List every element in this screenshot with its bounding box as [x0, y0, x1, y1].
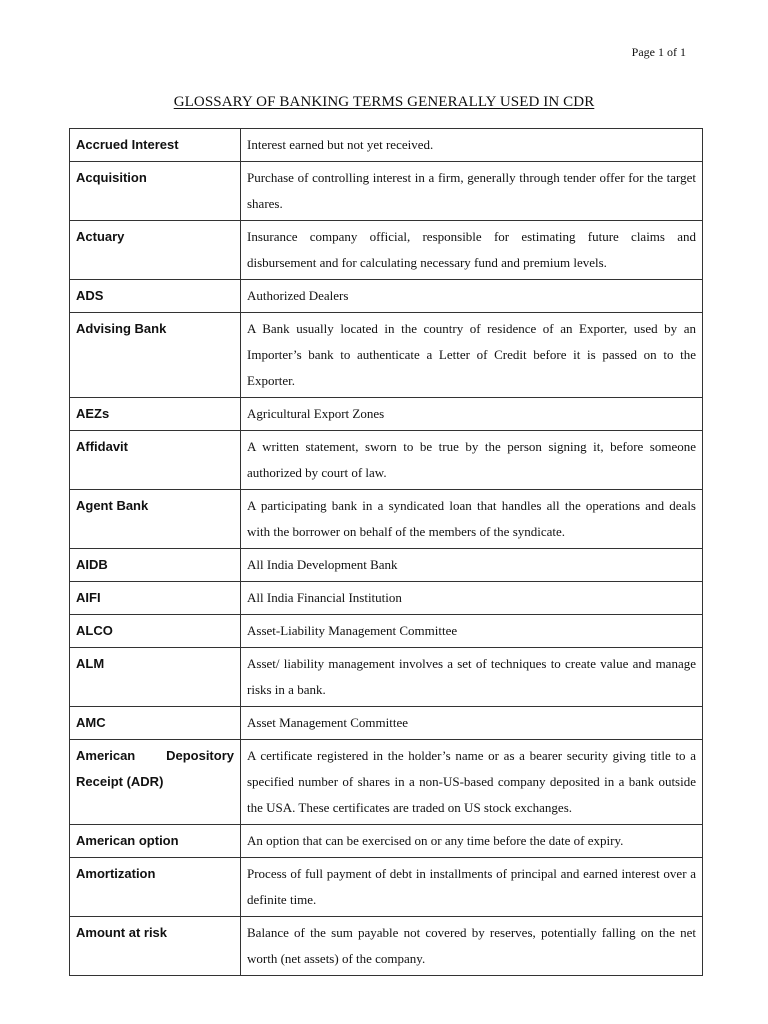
table-row — [70, 615, 703, 648]
glossary-definition: Agricultural Export Zones — [241, 398, 703, 431]
glossary-definition: All India Financial Institution — [241, 582, 703, 615]
glossary-definition: Interest earned but not yet received. — [241, 129, 703, 162]
table-row — [70, 221, 703, 280]
page-number: Page 1 of 1 — [631, 45, 686, 59]
glossary-definition: A certificate registered in the holder’s name or as a bearer security giving title to a specified number of shares in a non-US-based company deposited in a bank outside the USA. These certificates are traded on US stock exchanges. — [241, 740, 703, 825]
table-row — [70, 858, 703, 917]
glossary-term: Affidavit — [70, 431, 241, 490]
glossary-term: Advising Bank — [70, 313, 241, 398]
table-row — [70, 917, 703, 976]
glossary-term: ADS — [70, 280, 241, 313]
glossary-term: AMC — [70, 707, 241, 740]
document-title: GLOSSARY OF BANKING TERMS GENERALLY USED IN CDR — [173, 94, 595, 110]
glossary-term: American option — [70, 825, 241, 858]
table-row — [70, 740, 703, 825]
glossary-definition: Asset/ liability management involves a set of techniques to create value and manage risks in a bank. — [241, 648, 703, 707]
glossary-definition: Authorized Dealers — [241, 280, 703, 313]
glossary-definition: Purchase of controlling interest in a firm, generally through tender offer for the target shares. — [241, 162, 703, 221]
glossary-definition: A participating bank in a syndicated loan that handles all the operations and deals with the borrower on behalf of the members of the syndicate. — [241, 490, 703, 549]
glossary-definition: A written statement, sworn to be true by the person signing it, before someone authorized by court of law. — [241, 431, 703, 490]
table-row — [70, 825, 703, 858]
table-row — [70, 129, 703, 162]
glossary-definition: An option that can be exercised on or any time before the date of expiry. — [241, 825, 703, 858]
glossary-term: AIDB — [70, 549, 241, 582]
glossary-term: ALM — [70, 648, 241, 707]
glossary-definition: Asset Management Committee — [241, 707, 703, 740]
glossary-term: Agent Bank — [70, 490, 241, 549]
table-row — [70, 431, 703, 490]
glossary-term: Accrued Interest — [70, 129, 241, 162]
glossary-term: Amount at risk — [70, 917, 241, 976]
glossary-definition: Asset-Liability Management Committee — [241, 615, 703, 648]
glossary-definition: Insurance company official, responsible for estimating future claims and disbursement and for calculating necessary fund and premium levels. — [241, 221, 703, 280]
glossary-definition: Process of full payment of debt in installments of principal and earned interest over a definite time. — [241, 858, 703, 917]
table-row — [70, 490, 703, 549]
glossary-table — [69, 128, 703, 976]
table-row — [70, 549, 703, 582]
table-row — [70, 162, 703, 221]
glossary-term: Actuary — [70, 221, 241, 280]
glossary-term: American Depository Receipt (ADR) — [70, 740, 241, 825]
table-row — [70, 313, 703, 398]
glossary-definition: Balance of the sum payable not covered by reserves, potentially falling on the net worth (net assets) of the company. — [241, 917, 703, 976]
glossary-definition: A Bank usually located in the country of residence of an Exporter, used by an Importer’s bank to authenticate a Letter of Credit before it is passed on to the Exporter. — [241, 313, 703, 398]
glossary-term: AIFI — [70, 582, 241, 615]
table-row — [70, 648, 703, 707]
glossary-term: Amortization — [70, 858, 241, 917]
glossary-term: ALCO — [70, 615, 241, 648]
glossary-term: AEZs — [70, 398, 241, 431]
glossary-definition: All India Development Bank — [241, 549, 703, 582]
glossary-term: Acquisition — [70, 162, 241, 221]
table-row — [70, 398, 703, 431]
table-row — [70, 582, 703, 615]
table-row — [70, 707, 703, 740]
table-row — [70, 280, 703, 313]
